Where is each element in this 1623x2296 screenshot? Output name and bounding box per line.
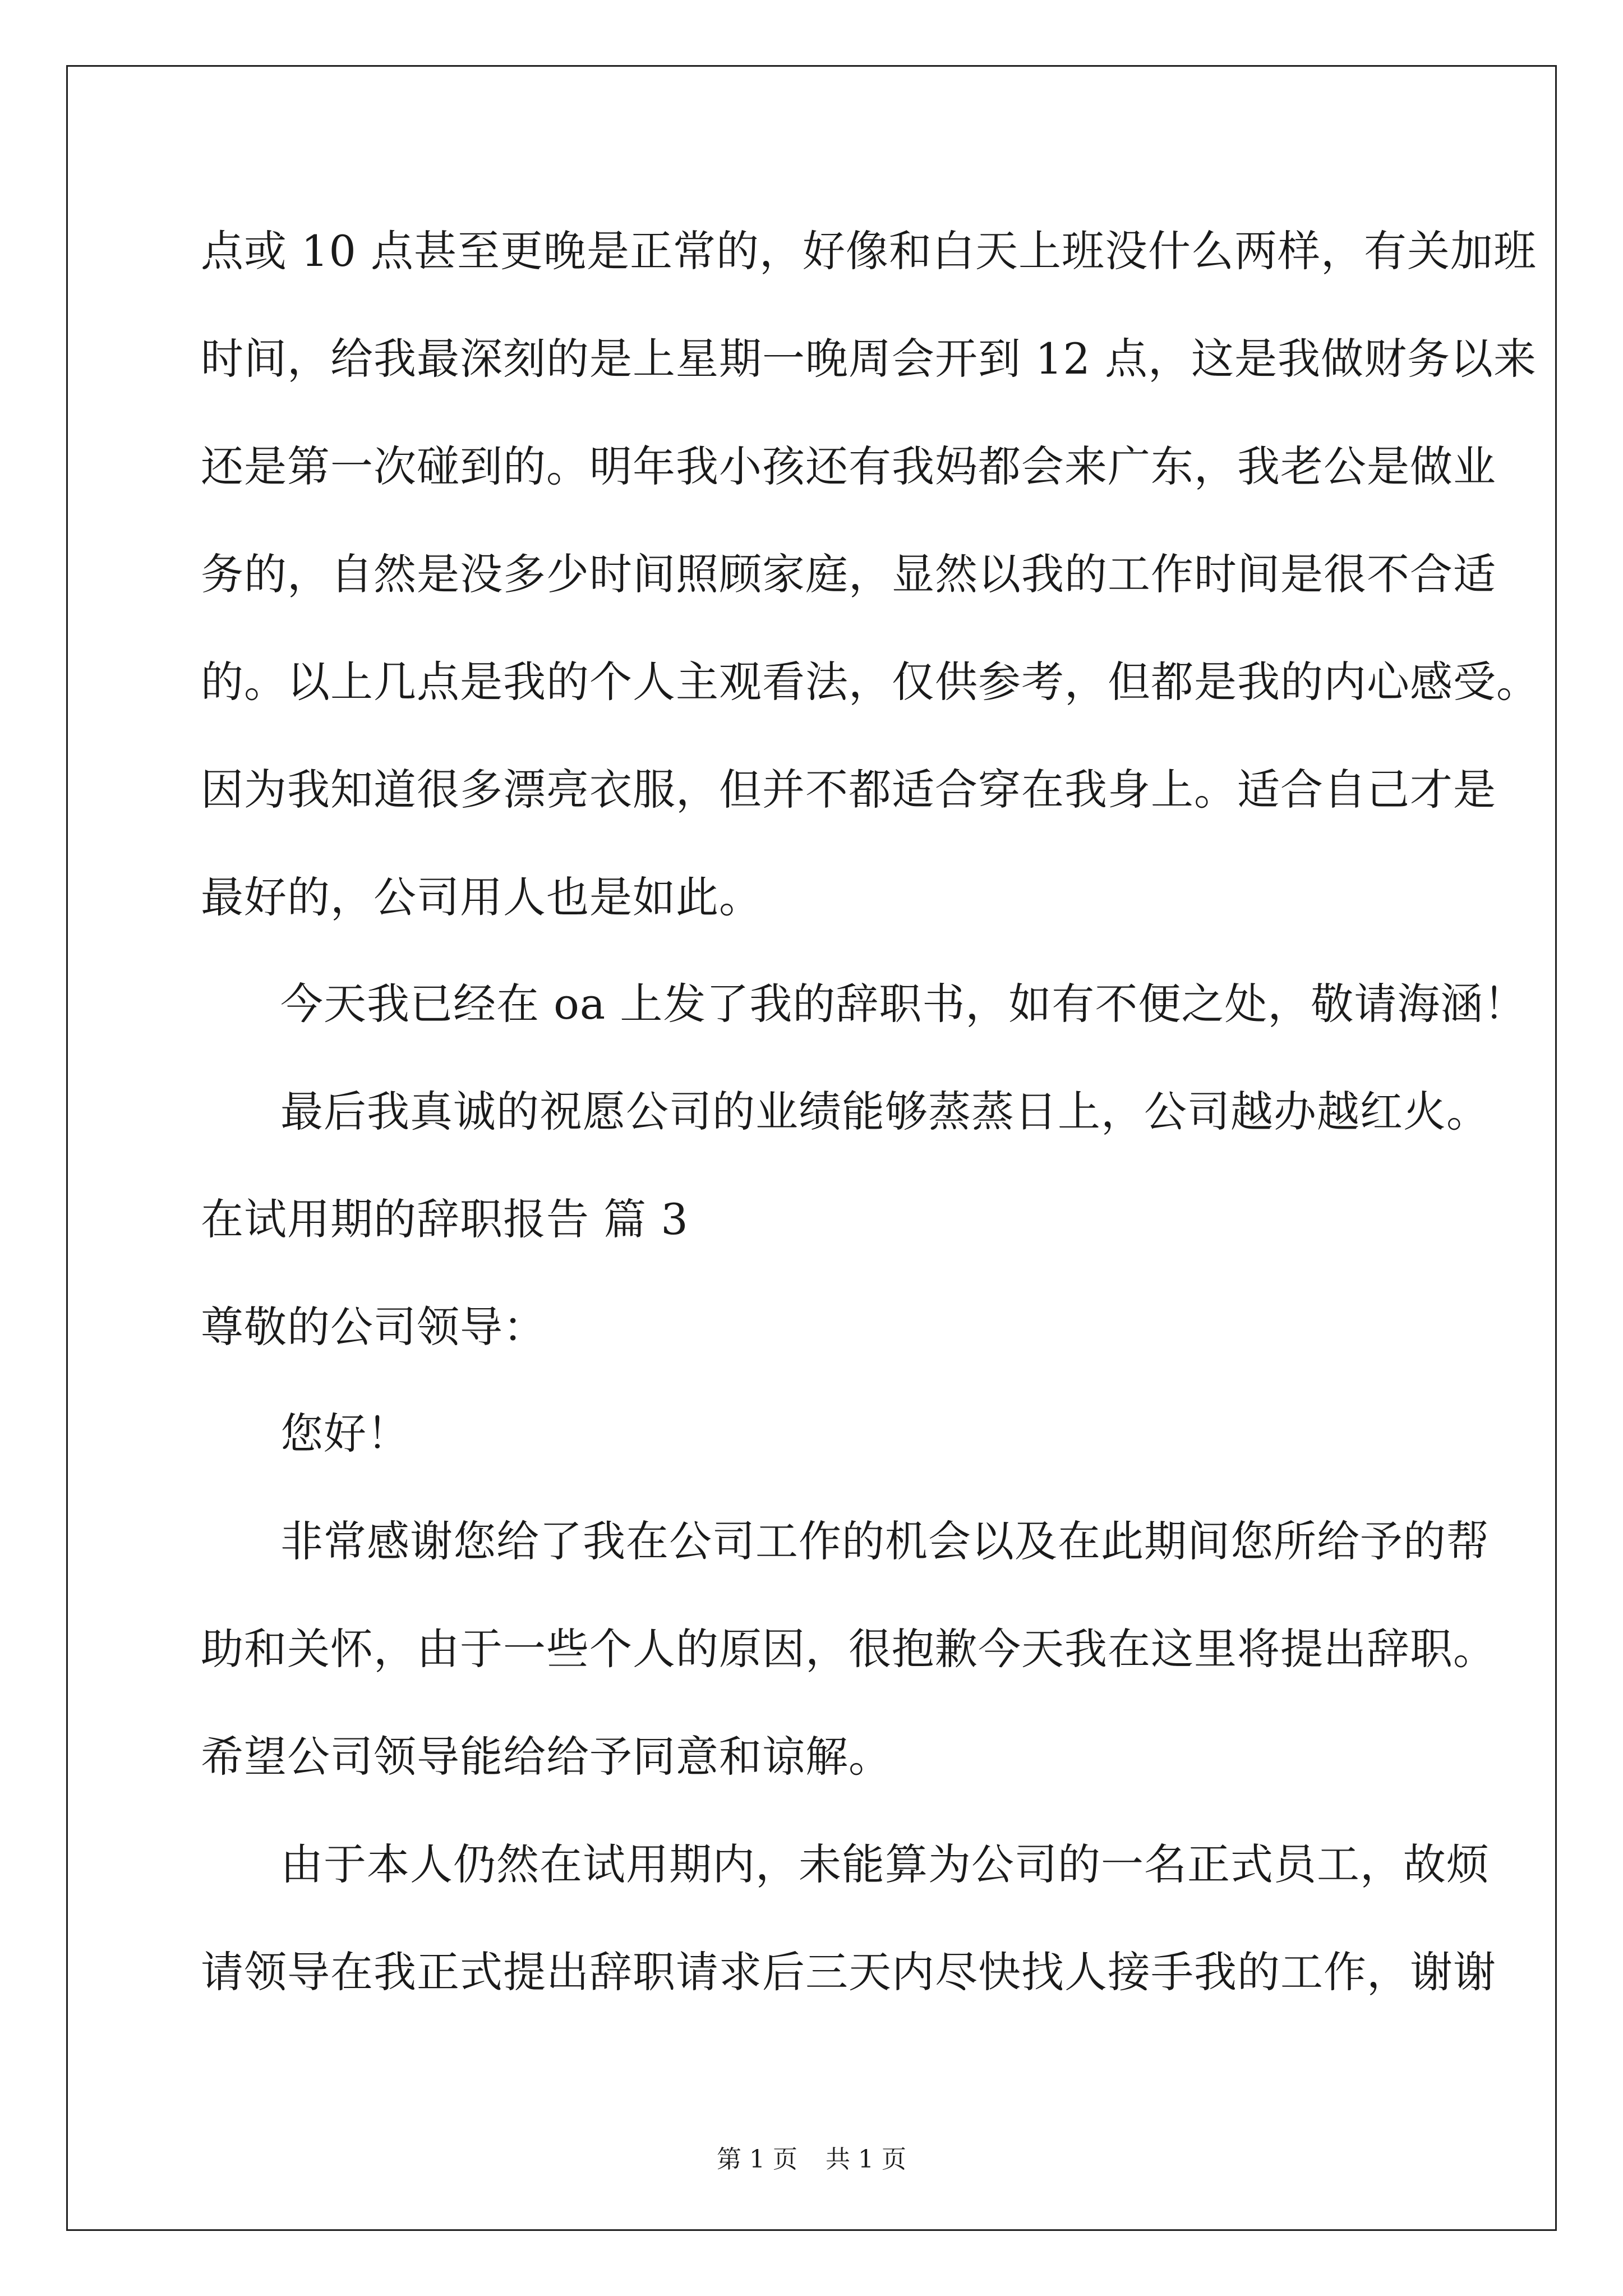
body-line: 因为我知道很多漂亮衣服，但并不都适合穿在我身上。适合自己才是 [201, 765, 1496, 815]
body-line: 最后我真诚的祝愿公司的业绩能够蒸蒸日上，公司越办越红火。 [280, 1087, 1490, 1137]
body-line: 希望公司领导能给给予同意和谅解。 [201, 1732, 892, 1782]
body-line: 今天我已经在 oa 上发了我的辞职书，如有不便之处，敬请海涵！ [280, 979, 1527, 1029]
body-line: 非常感谢您给了我在公司工作的机会以及在此期间您所给予的帮 [280, 1516, 1490, 1566]
body-line: 最好的，公司用人也是如此。 [201, 872, 762, 922]
body-line: 助和关怀，由于一些个人的原因，很抱歉今天我在这里将提出辞职。 [201, 1624, 1496, 1674]
body-line: 由于本人仍然在试用期内，未能算为公司的一名正式员工，故烦 [280, 1839, 1490, 1889]
page-border [66, 65, 1557, 2231]
greeting: 您好！ [280, 1409, 410, 1458]
body-line: 时间，给我最深刻的是上星期一晚周会开到 12 点，这是我做财务以来 [201, 334, 1537, 384]
salutation: 尊敬的公司领导： [201, 1302, 546, 1352]
page-footer [0, 2144, 1623, 2175]
body-line: 务的，自然是没多少时间照顾家庭，显然以我的工作时间是很不合适 [201, 549, 1496, 599]
section-heading: 在试用期的辞职报告 篇 3 [201, 1194, 689, 1244]
body-line: 的。以上几点是我的个人主观看法，仅供参考，但都是我的内心感受。 [201, 657, 1539, 707]
body-line: 点或 10 点甚至更晚是正常的，好像和白天上班没什么两样，有关加班 [201, 226, 1537, 276]
page-total: 共 1 页 [826, 2145, 906, 2174]
page-number: 第 1 页 [717, 2145, 797, 2174]
body-line: 还是第一次碰到的。明年我小孩还有我妈都会来广东，我老公是做业 [201, 441, 1496, 491]
body-line: 请领导在我正式提出辞职请求后三天内尽快找人接手我的工作，谢谢 [201, 1947, 1496, 1997]
